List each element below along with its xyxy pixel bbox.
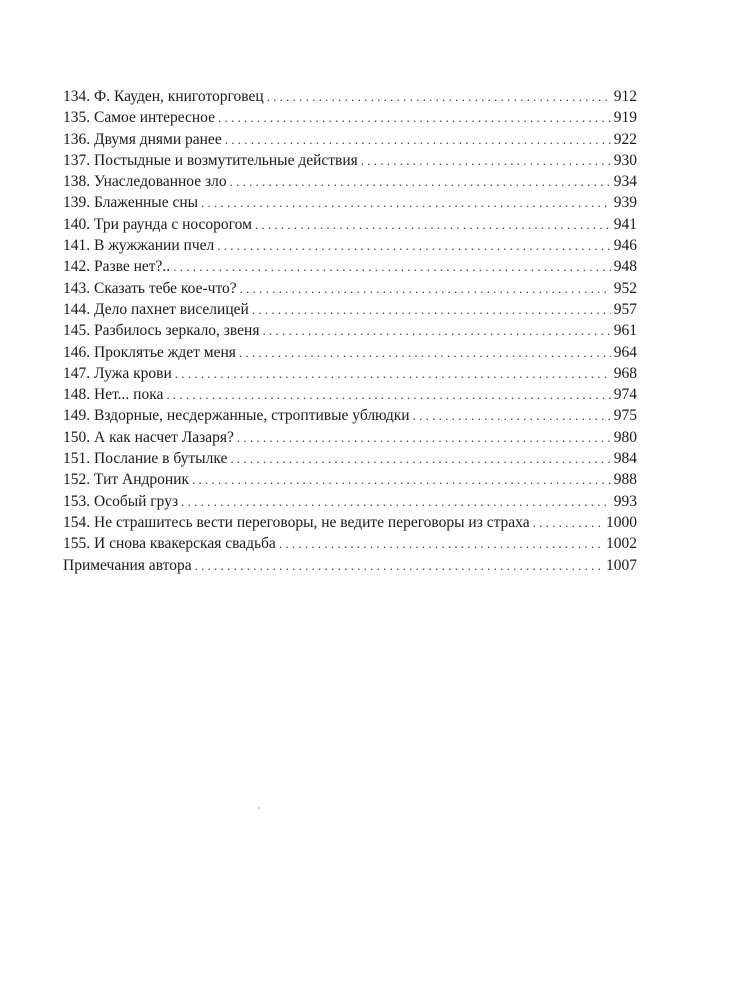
- entry-number: 137.: [63, 151, 91, 169]
- dot-leader: [173, 256, 611, 277]
- entry-title: А как насчет Лазаря?: [94, 428, 234, 446]
- entry-title: Примечания автора: [63, 556, 192, 574]
- entry-page-number: 980: [613, 428, 637, 446]
- dot-leader: [240, 278, 611, 299]
- entry-page-number: 1007: [606, 556, 637, 574]
- entry-page-number: 934: [613, 173, 637, 191]
- toc-entry-152[interactable]: [63, 469, 637, 490]
- entry-number: 154.: [63, 513, 91, 531]
- entry-title: Двумя днями ранее: [94, 130, 222, 148]
- entry-title: Вздорные, несдержанные, строптивые ублюдки: [94, 407, 410, 425]
- entry-title: И снова квакерская свадьба: [94, 535, 276, 553]
- entry-title: Блаженные сны: [94, 194, 199, 212]
- entry-page-number: 930: [613, 151, 637, 169]
- entry-number: 152.: [63, 471, 91, 489]
- entry-page-number: 975: [613, 407, 637, 425]
- dot-leader: [237, 427, 611, 448]
- entry-title: Три раунда с носорогом: [94, 215, 252, 233]
- entry-title: Особый груз: [94, 492, 179, 510]
- toc-entry-150[interactable]: [63, 427, 637, 448]
- toc-entry-135[interactable]: [63, 107, 637, 128]
- toc-entry-142[interactable]: [63, 256, 637, 277]
- entry-number: 142.: [63, 258, 91, 276]
- toc-entry-149[interactable]: [63, 405, 637, 426]
- entry-page-number: 988: [613, 471, 637, 489]
- dot-leader: [201, 192, 611, 213]
- entry-title: Лужа крови: [94, 364, 172, 382]
- dot-leader: [239, 342, 611, 363]
- toc-entry-136[interactable]: [63, 129, 637, 150]
- dot-leader: [279, 533, 603, 554]
- entry-title: Не страшитесь вести переговоры, не ведите переговоры из страха: [94, 513, 530, 531]
- entry-number: 139.: [63, 194, 91, 212]
- entry-page-number: 974: [613, 386, 637, 404]
- toc-entry-147[interactable]: [63, 363, 637, 384]
- entry-title: В жужжании пчел: [94, 237, 215, 255]
- toc-entry-141[interactable]: [63, 235, 637, 256]
- dot-leader: [166, 384, 610, 405]
- entry-number: 136.: [63, 130, 91, 148]
- toc-entry-134[interactable]: [63, 86, 637, 107]
- toc-entry-154[interactable]: [63, 512, 637, 533]
- dot-leader: [252, 299, 611, 320]
- entry-number: 138.: [63, 173, 91, 191]
- dot-leader: [195, 555, 603, 576]
- entry-page-number: 984: [613, 450, 637, 468]
- entry-page-number: 993: [613, 492, 637, 510]
- entry-page-number: 939: [613, 194, 637, 212]
- entry-page-number: 946: [613, 237, 637, 255]
- entry-number: 135.: [63, 109, 91, 127]
- entry-number: 155.: [63, 535, 91, 553]
- table-of-contents: [63, 86, 637, 576]
- entry-page-number: 912: [613, 88, 637, 105]
- entry-title: Послание в бутылке: [94, 450, 228, 468]
- toc-entry-148[interactable]: [63, 384, 637, 405]
- entry-title: Унаследованное зло: [94, 173, 227, 191]
- dot-leader: [361, 150, 611, 171]
- dot-leader: [175, 363, 611, 384]
- dot-leader: [181, 491, 611, 512]
- entry-title: Разбилось зеркало, звеня: [94, 322, 260, 340]
- entry-page-number: 964: [613, 343, 637, 361]
- entry-page-number: 922: [613, 130, 637, 148]
- entry-number: 151.: [63, 450, 91, 468]
- entry-number: 153.: [63, 492, 91, 510]
- entry-number: 147.: [63, 364, 91, 382]
- entry-page-number: 948: [613, 258, 637, 276]
- toc-entry-151[interactable]: [63, 448, 637, 469]
- entry-number: 145.: [63, 322, 91, 340]
- entry-number: 150.: [63, 428, 91, 446]
- dot-leader: [217, 235, 611, 256]
- dot-leader: [230, 171, 611, 192]
- dot-leader: [255, 214, 611, 235]
- entry-page-number: 961: [613, 322, 637, 340]
- toc-entry-author-notes[interactable]: [63, 555, 637, 576]
- entry-number: 148.: [63, 386, 91, 404]
- entry-number: 146.: [63, 343, 91, 361]
- toc-entry-146[interactable]: [63, 342, 637, 363]
- dot-leader: [267, 86, 611, 107]
- entry-number: 141.: [63, 237, 91, 255]
- dot-leader: [413, 405, 611, 426]
- toc-entry-137[interactable]: [63, 150, 637, 171]
- dot-leader: [218, 107, 611, 128]
- entry-title: Тит Андроник: [94, 471, 190, 489]
- entry-title: Разве нет?..: [94, 258, 171, 276]
- dot-leader: [262, 320, 610, 341]
- toc-entry-143[interactable]: [63, 278, 637, 299]
- entry-page-number: 1002: [606, 535, 637, 553]
- entry-number: 134.: [63, 88, 91, 105]
- entry-number: 144.: [63, 300, 91, 318]
- toc-entry-153[interactable]: [63, 491, 637, 512]
- entry-number: 140.: [63, 215, 91, 233]
- entry-title: Проклятье ждет меня: [94, 343, 236, 361]
- entry-number: 149.: [63, 407, 91, 425]
- toc-entry-155[interactable]: [63, 533, 637, 554]
- toc-entry-144[interactable]: [63, 299, 637, 320]
- dot-leader: [230, 448, 610, 469]
- entry-title: Сказать тебе кое-что?: [94, 279, 237, 297]
- dot-leader: [225, 129, 611, 150]
- entry-page-number: 919: [613, 109, 637, 127]
- entry-title: Постыдные и возмутительные действия: [94, 151, 358, 169]
- entry-page-number: 957: [613, 300, 637, 318]
- entry-page-number: 968: [613, 364, 637, 382]
- entry-page-number: 1000: [606, 513, 637, 531]
- entry-title: Нет... пока: [94, 386, 164, 404]
- paper-speck: [258, 807, 260, 809]
- entry-title: Дело пахнет виселицей: [94, 300, 249, 318]
- entry-number: 143.: [63, 279, 91, 297]
- entry-page-number: 952: [613, 279, 637, 297]
- toc-entry-145[interactable]: [63, 320, 637, 341]
- entry-page-number: 941: [613, 215, 637, 233]
- dot-leader: [533, 512, 603, 533]
- dot-leader: [192, 469, 611, 490]
- toc-entry-140[interactable]: [63, 214, 637, 235]
- toc-entry-139[interactable]: [63, 192, 637, 213]
- toc-entry-138[interactable]: [63, 171, 637, 192]
- entry-title: Ф. Кауден, книготорговец: [94, 88, 264, 105]
- entry-title: Самое интересное: [94, 109, 215, 127]
